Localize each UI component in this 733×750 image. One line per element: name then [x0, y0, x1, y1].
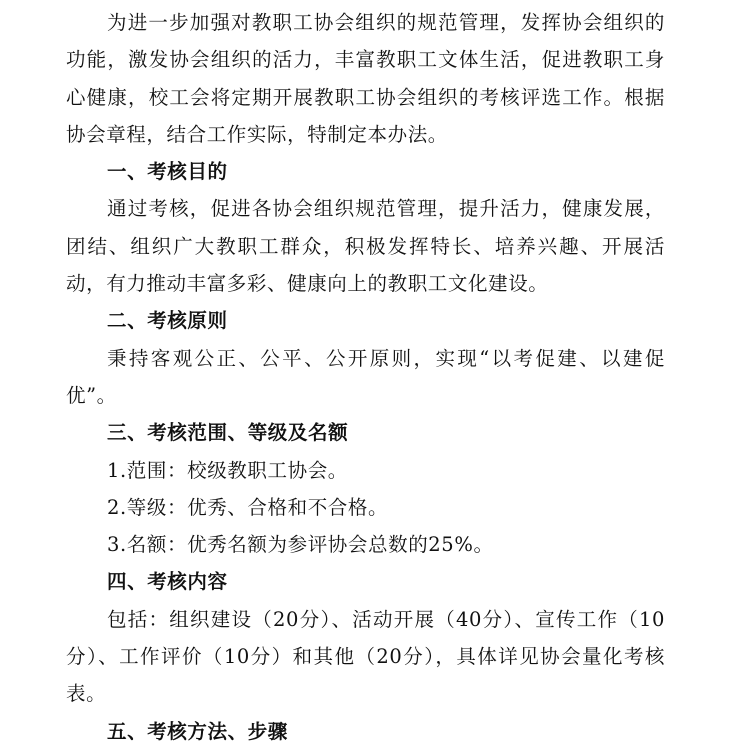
heading-scope: 三、考核范围、等级及名额 — [107, 421, 349, 445]
intro-paragraph: 为进一步加强对教职工协会组织的规范管理，发挥协会组织的功能，激发协会组织的活力，丰富教职工文体生活，促进教职工身心健康，校工会将定期开展教职工协会组织的考核评选工作。根据协会章程，结合工作实际，特制定本办法。 — [66, 11, 665, 146]
scope-item-range: 1.范围：校级教职工协会。 — [107, 458, 348, 482]
principle-paragraph: 秉持客观公正、公平、公开原则，实现“以考促建、以建促优”。 — [66, 346, 665, 407]
heading-purpose: 一、考核目的 — [107, 160, 228, 184]
heading-content: 四、考核内容 — [107, 570, 228, 594]
content-paragraph: 包括：组织建设（20分）、活动开展（40分）、宣传工作（10分）、工作评价（10分）和其他（20分），具体详见协会量化考核表。 — [66, 607, 665, 706]
heading-principle: 二、考核原则 — [107, 309, 228, 333]
scope-item-quota: 3.名额：优秀名额为参评协会总数的25%。 — [107, 533, 494, 557]
scope-item-grade: 2.等级：优秀、合格和不合格。 — [107, 495, 389, 519]
heading-method: 五、考核方法、步骤 — [107, 719, 288, 743]
purpose-paragraph: 通过考核，促进各协会组织规范管理，提升活力，健康发展，团结、组织广大教职工群众，积极发挥特长、培养兴趣、开展活动，有力推动丰富多彩、健康向上的教职工文化建设。 — [66, 197, 665, 296]
